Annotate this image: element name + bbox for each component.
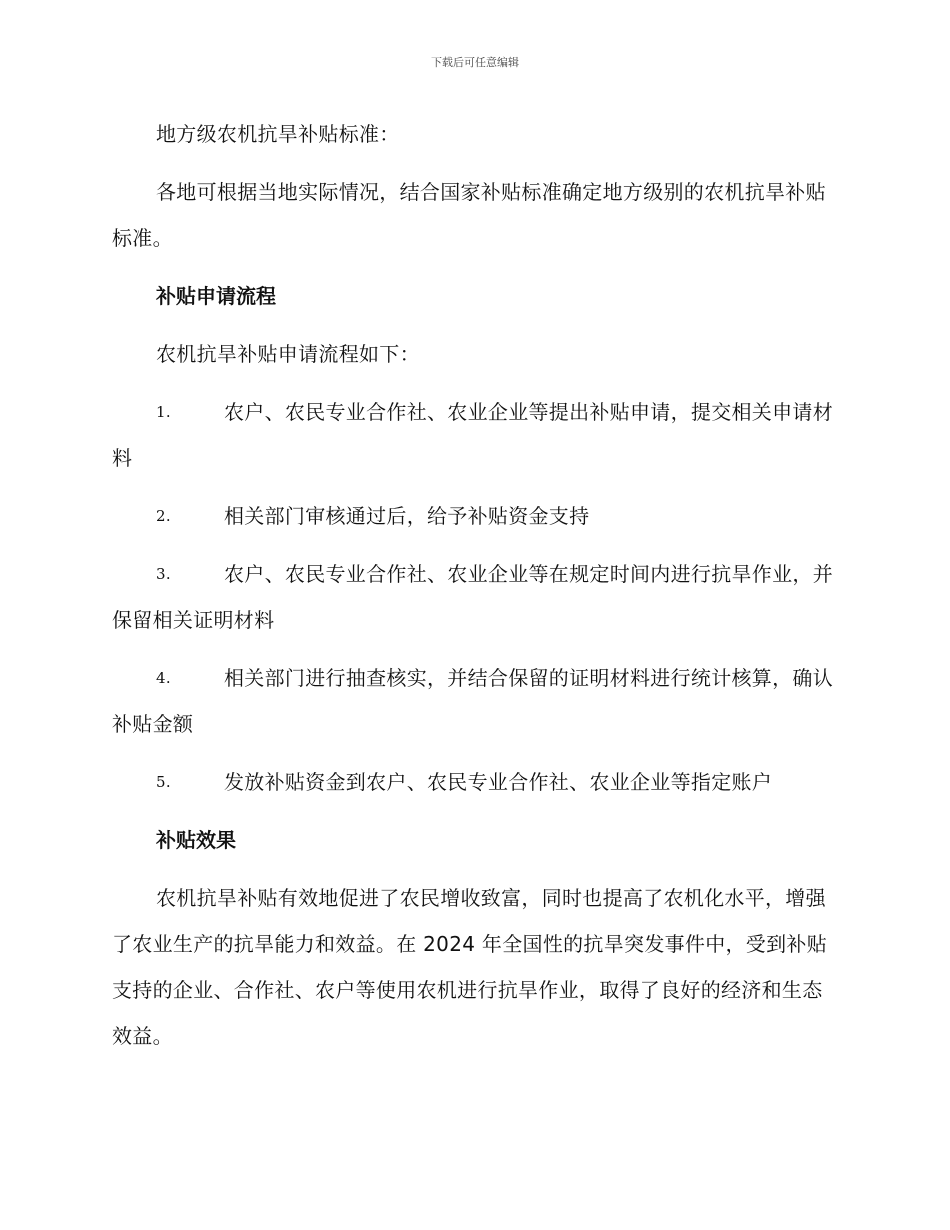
document-body — [112, 111, 834, 1071]
paragraph-effect: 农机抗旱补贴有效地促进了农民增收致富，同时也提高了农机化水平，增强了农业生产的抗旱能力和效益。在 2024 年全国性的抗旱突发事件中，受到补贴支持的企业、合作社、农户等使用农机进行抗旱作业，取得了良好的经济和生态效益。 — [112, 886, 828, 1048]
list-item — [112, 655, 834, 747]
list-item-number: 5. — [156, 773, 171, 791]
section-heading-application: 补贴申请流程 — [156, 284, 276, 308]
list-item-text: 发放补贴资金到农户、农民专业合作社、农业企业等指定账户 — [224, 770, 773, 794]
list-item-text: 农户、农民专业合作社、农业企业等在规定时间内进行抗旱作业，并保留相关证明材料 — [112, 562, 833, 632]
list-item-number: 1. — [156, 403, 171, 421]
list-item — [112, 551, 834, 643]
list-item-number: 3. — [156, 565, 171, 583]
page-header-note: 下载后可任意编辑 — [431, 56, 519, 69]
list-item-text: 农户、农民专业合作社、农业企业等提出补贴申请，提交相关申请材料 — [112, 400, 833, 470]
section-heading-effect: 补贴效果 — [156, 828, 236, 852]
paragraph-application-intro: 农机抗旱补贴申请流程如下： — [156, 342, 420, 366]
list-item-number: 4. — [156, 669, 171, 687]
list-item — [112, 493, 834, 539]
paragraph-local-standard-title: 地方级农机抗旱补贴标准： — [156, 122, 400, 146]
list-item-text: 相关部门审核通过后，给予补贴资金支持 — [224, 504, 590, 528]
list-item — [112, 759, 834, 805]
list-item — [112, 389, 834, 481]
paragraph-local-standard: 各地可根据当地实际情况，结合国家补贴标准确定地方级别的农机抗旱补贴标准。 — [112, 180, 826, 250]
list-item-number: 2. — [156, 507, 171, 525]
list-item-text: 相关部门进行抽查核实，并结合保留的证明材料进行统计核算，确认补贴金额 — [112, 666, 833, 736]
